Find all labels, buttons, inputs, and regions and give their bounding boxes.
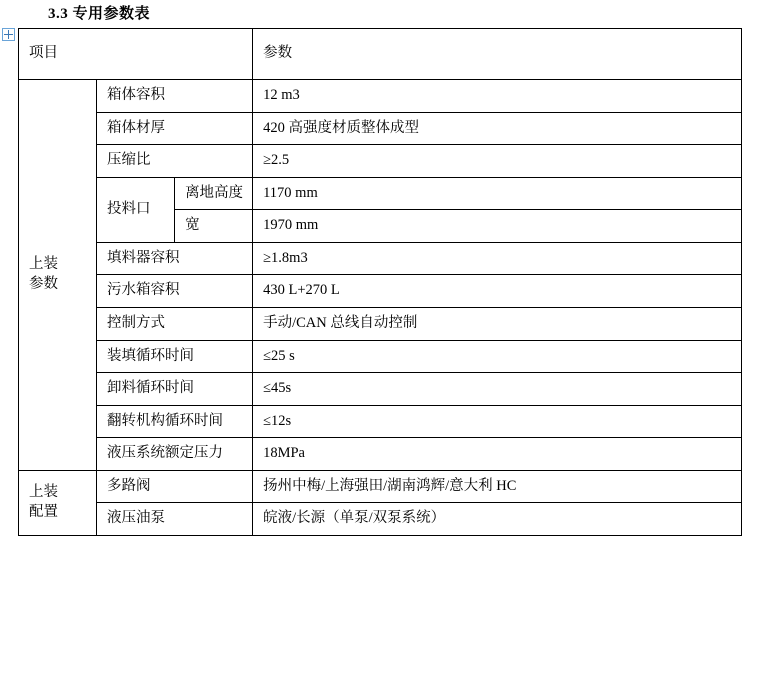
header-cell-item: 项目: [19, 29, 253, 80]
row-value: ≥2.5: [253, 145, 742, 178]
table-row: [19, 242, 742, 275]
row-value: 430 L+270 L: [253, 275, 742, 308]
row-value: 12 m3: [253, 80, 742, 113]
table-row: [19, 405, 742, 438]
header-cell-parameter: 参数: [253, 29, 742, 80]
row-value: 1170 mm: [253, 177, 742, 210]
table-row: [19, 145, 742, 178]
table-row: [19, 373, 742, 406]
row-name: 压缩比: [97, 145, 253, 178]
group-label-line: 上装: [29, 484, 58, 501]
group-label-upper-configuration: [19, 470, 97, 535]
table-row: [19, 470, 742, 503]
table-row: [19, 340, 742, 373]
row-value: 皖液/长源（单泵/双泵系统）: [253, 503, 742, 536]
row-name: 卸料循环时间: [97, 373, 253, 406]
table-row: [19, 177, 742, 210]
row-value: 扬州中梅/上海强田/湖南鸿辉/意大利 HC: [253, 470, 742, 503]
row-name: 箱体容积: [97, 80, 253, 113]
group-label-line: 参数: [29, 275, 58, 292]
row-subname: 宽: [175, 210, 253, 243]
row-value: ≤25 s: [253, 340, 742, 373]
page-title: 3.3 专用参数表: [48, 6, 151, 22]
row-name: 液压系统额定压力: [97, 438, 253, 471]
row-name: 装填循环时间: [97, 340, 253, 373]
row-value: 手动/CAN 总线自动控制: [253, 307, 742, 340]
row-value: 420 高强度材质整体成型: [253, 112, 742, 145]
group-label-line: 上装: [29, 256, 58, 273]
row-name: 填料器容积: [97, 242, 253, 275]
row-value: 18MPa: [253, 438, 742, 471]
group-label-line: 配置: [29, 503, 58, 520]
table-row: [19, 307, 742, 340]
row-value: ≥1.8m3: [253, 242, 742, 275]
table-move-handle-icon[interactable]: [2, 28, 15, 41]
parameter-table: [18, 28, 742, 536]
row-subname: 离地高度: [175, 177, 253, 210]
table-row: [19, 112, 742, 145]
table-row: [19, 438, 742, 471]
row-name: 控制方式: [97, 307, 253, 340]
row-name: 污水箱容积: [97, 275, 253, 308]
row-value: ≤12s: [253, 405, 742, 438]
row-value: ≤45s: [253, 373, 742, 406]
table-row: [19, 503, 742, 536]
table-row: [19, 80, 742, 113]
row-name: 多路阀: [97, 470, 253, 503]
row-name: 箱体材厚: [97, 112, 253, 145]
row-name: 液压油泵: [97, 503, 253, 536]
row-name: 投料口: [97, 177, 175, 242]
table-header-row: [19, 29, 742, 80]
group-label-upper-parameters: [19, 80, 97, 471]
row-name: 翻转机构循环时间: [97, 405, 253, 438]
row-value: 1970 mm: [253, 210, 742, 243]
table-row: [19, 275, 742, 308]
